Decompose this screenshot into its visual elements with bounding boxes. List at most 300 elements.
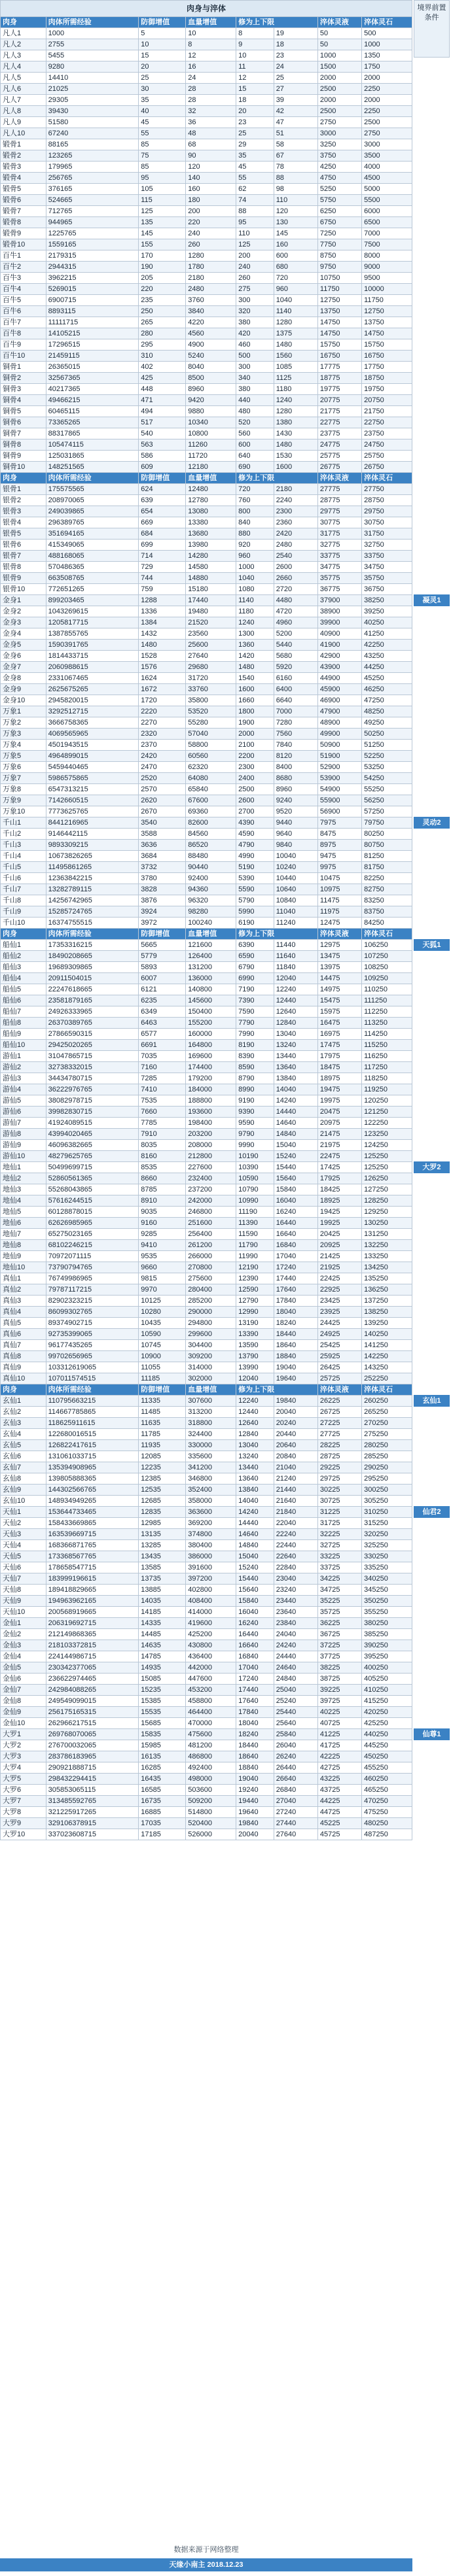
table-cell: 11240 — [274, 918, 317, 929]
table-cell: 168366871765 — [46, 1540, 139, 1551]
table-cell: 7773625765 — [46, 806, 139, 817]
column-header: 肉体所需经验 — [46, 1384, 139, 1396]
table-cell: 3732 — [139, 862, 186, 873]
table-row — [1, 1662, 412, 1674]
table-row — [1, 1151, 412, 1162]
table-cell: 锻骨4 — [1, 173, 46, 184]
table-cell: 12480 — [186, 484, 236, 495]
table-row — [1, 317, 412, 328]
table-cell: 11640 — [274, 951, 317, 962]
table-cell: 9640 — [274, 829, 317, 840]
table-cell: 19640 — [236, 1807, 274, 1818]
table-cell: 37900 — [317, 595, 361, 606]
table-cell: 98280 — [186, 906, 236, 918]
table-cell: 18240 — [236, 1729, 274, 1740]
table-cell: 10040 — [274, 851, 317, 862]
table-cell: 9750 — [317, 262, 361, 273]
table-row — [1, 439, 412, 451]
table-cell: 34434780715 — [46, 1073, 139, 1084]
table-row — [1, 1284, 412, 1296]
table-cell: 68 — [186, 139, 236, 150]
table-cell: 28 — [186, 95, 236, 106]
table-cell: 8660 — [139, 1173, 186, 1184]
table-cell: 47 — [274, 117, 317, 128]
table-cell: 52250 — [362, 751, 412, 762]
table-cell: 16285 — [139, 1762, 186, 1774]
table-cell: 82600 — [186, 817, 236, 829]
table-row — [1, 884, 412, 895]
table-cell: 16885 — [139, 1807, 186, 1818]
table-cell: 5790 — [236, 895, 274, 906]
table-cell: 609 — [139, 462, 186, 473]
table-row — [1, 606, 412, 617]
table-cell: 136250 — [362, 1284, 412, 1296]
table-cell: 25750 — [362, 451, 412, 462]
table-cell: 4000 — [362, 162, 412, 173]
table-cell: 19975 — [317, 1095, 361, 1107]
table-cell: 2370 — [139, 740, 186, 751]
table-cell: 145 — [274, 228, 317, 239]
table-cell: 9500 — [362, 273, 412, 284]
table-cell: 地仙7 — [1, 1229, 46, 1240]
table-cell: 44725 — [317, 1807, 361, 1818]
table-row — [1, 117, 412, 128]
table-cell: 107011574515 — [46, 1373, 139, 1384]
table-cell: 13885 — [139, 1585, 186, 1596]
table-cell: 12 — [236, 73, 274, 84]
table-cell: 27750 — [362, 484, 412, 495]
table-cell: 26365015 — [46, 362, 139, 373]
table-row — [1, 1440, 412, 1451]
table-cell: 2470 — [139, 762, 186, 773]
table-cell: 铜骨9 — [1, 451, 46, 462]
table-cell: 玄仙7 — [1, 1462, 46, 1473]
table-cell: 5390 — [236, 873, 274, 884]
table-cell: 110 — [274, 195, 317, 206]
table-row — [1, 395, 412, 406]
table-cell: 1140 — [236, 595, 274, 606]
table-cell: 19440 — [236, 1796, 274, 1807]
table-row — [1, 1507, 412, 1518]
table-cell: 25 — [139, 73, 186, 84]
table-cell: 114250 — [362, 1029, 412, 1040]
table-cell: 1480 — [274, 439, 317, 451]
table-cell: 11111715 — [46, 317, 139, 328]
table-cell: 银骨9 — [1, 573, 46, 584]
table-cell: 494 — [139, 406, 186, 417]
table-cell: 46250 — [362, 684, 412, 695]
table-row — [1, 28, 412, 39]
table-cell: 1380 — [274, 417, 317, 428]
table-cell: 36222976765 — [46, 1084, 139, 1095]
table-cell: 游仙5 — [1, 1095, 46, 1107]
table-cell: 148251565 — [46, 462, 139, 473]
table-cell: 744 — [139, 573, 186, 584]
table-row — [1, 284, 412, 295]
table-cell: 9970 — [139, 1284, 186, 1296]
table-cell: 242984088265 — [46, 1685, 139, 1696]
table-cell: 402800 — [186, 1585, 236, 1596]
table-cell: 205 — [139, 273, 186, 284]
table-cell: 65840 — [186, 784, 236, 795]
table-cell: 143250 — [362, 1362, 412, 1373]
table-row — [1, 795, 412, 806]
table-cell: 6577 — [139, 1029, 186, 1040]
table-cell: 480 — [236, 406, 274, 417]
table-row — [1, 262, 412, 273]
table-cell: 24 — [186, 73, 236, 84]
table-cell: 1590391765 — [46, 640, 139, 651]
table-row — [1, 595, 412, 606]
table-cell: 200 — [236, 250, 274, 262]
table-cell: 100240 — [186, 918, 236, 929]
table-cell: 6000 — [362, 206, 412, 217]
table-cell: 32225 — [317, 1529, 361, 1540]
table-cell: 1576 — [139, 662, 186, 673]
table-cell: 45725 — [317, 1829, 361, 1840]
table-cell: 13040 — [236, 1440, 274, 1451]
table-cell: 720 — [274, 273, 317, 284]
table-cell: 34750 — [362, 562, 412, 573]
table-cell: 169600 — [186, 1051, 236, 1062]
table-cell: 99702656965 — [46, 1351, 139, 1362]
table-cell: 25725 — [317, 1373, 361, 1384]
table-cell: 84560 — [186, 829, 236, 840]
table-cell: 51900 — [317, 751, 361, 762]
table-cell: 13440 — [236, 1462, 274, 1473]
table-cell: 236622974465 — [46, 1674, 139, 1685]
column-header: 修为上下限 — [236, 1384, 318, 1396]
table-cell: 7790 — [236, 1018, 274, 1029]
table-cell: 万象10 — [1, 806, 46, 817]
table-cell: 13190 — [236, 1318, 274, 1329]
table-row — [1, 217, 412, 228]
table-cell: 8475 — [317, 829, 361, 840]
table-row — [1, 1018, 412, 1029]
table-cell: 250 — [139, 306, 186, 317]
table-cell: 银骨5 — [1, 528, 46, 540]
table-cell: 8990 — [236, 1084, 274, 1095]
table-cell: 405250 — [362, 1674, 412, 1685]
table-cell: 9146442115 — [46, 829, 139, 840]
table-cell: 3292512715 — [46, 706, 139, 717]
table-cell: 363600 — [186, 1507, 236, 1518]
table-cell: 1384 — [139, 617, 186, 628]
table-cell: 14640 — [274, 1118, 317, 1129]
table-cell: 23 — [274, 50, 317, 61]
table-cell: 179200 — [186, 1073, 236, 1084]
table-cell: 62320 — [186, 762, 236, 773]
table-row — [1, 1740, 412, 1751]
table-row — [1, 61, 412, 73]
table-row — [1, 1762, 412, 1774]
table-cell: 3780 — [139, 873, 186, 884]
table-row — [1, 1362, 412, 1373]
table-cell: 锻骨10 — [1, 239, 46, 250]
table-cell: 28725 — [317, 1451, 361, 1462]
table-cell: 179965 — [46, 162, 139, 173]
table-cell: 船仙6 — [1, 995, 46, 1006]
table-cell: 14635 — [139, 1640, 186, 1651]
table-cell: 铜骨5 — [1, 406, 46, 417]
table-cell: 123265 — [46, 150, 139, 162]
table-cell: 26370389765 — [46, 1018, 139, 1029]
table-row — [1, 1707, 412, 1718]
table-row — [1, 951, 412, 962]
table-cell: 106250 — [362, 940, 412, 951]
table-cell: 1336 — [139, 606, 186, 617]
table-cell: 13585 — [139, 1562, 186, 1573]
table-cell: 34775 — [317, 562, 361, 573]
table-cell: 3840 — [186, 306, 236, 317]
table-cell: 720 — [236, 484, 274, 495]
table-cell: 9420 — [186, 395, 236, 406]
table-cell: 36775 — [317, 584, 361, 595]
table-cell: 540 — [139, 428, 186, 439]
table-cell: 24840 — [274, 1674, 317, 1685]
table-cell: 5920 — [274, 662, 317, 673]
table-cell: 1432 — [139, 628, 186, 640]
table-cell: 万象2 — [1, 717, 46, 729]
table-cell: 160 — [186, 184, 236, 195]
table-cell: 真仙5 — [1, 1318, 46, 1329]
table-cell: 5455 — [46, 50, 139, 61]
table-cell: 7785 — [139, 1118, 186, 1129]
table-cell: 262966217515 — [46, 1718, 139, 1729]
table-cell: 39225 — [317, 1685, 361, 1696]
table-cell: 2500 — [317, 84, 361, 95]
table-cell: 135 — [139, 217, 186, 228]
table-cell: 22750 — [362, 417, 412, 428]
table-cell: 41924089515 — [46, 1118, 139, 1129]
table-cell: 48 — [186, 128, 236, 139]
table-row — [1, 995, 412, 1006]
table-cell: 百牛10 — [1, 351, 46, 362]
table-cell: 地仙10 — [1, 1262, 46, 1273]
table-row — [1, 984, 412, 995]
table-cell: 32750 — [362, 540, 412, 551]
table-cell: 294800 — [186, 1318, 236, 1329]
table-cell: 299600 — [186, 1329, 236, 1340]
table-cell: 16840 — [236, 1651, 274, 1662]
table-cell: 铜骨4 — [1, 395, 46, 406]
table-cell: 7190 — [236, 984, 274, 995]
table-cell: 92735399065 — [46, 1329, 139, 1340]
table-cell: 3760 — [186, 295, 236, 306]
column-header: 血量增值 — [186, 929, 236, 940]
table-row — [1, 1240, 412, 1251]
table-cell: 440250 — [362, 1729, 412, 1740]
table-cell: 12040 — [274, 973, 317, 984]
table-cell: 35725 — [317, 1607, 361, 1618]
table-cell: 14840 — [274, 1129, 317, 1140]
table-cell: 36750 — [362, 584, 412, 595]
table-row — [1, 1307, 412, 1318]
prerequisite-tag: 玄仙1 — [414, 1395, 450, 1407]
table-cell: 24926333965 — [46, 1006, 139, 1018]
table-cell: 10340 — [186, 417, 236, 428]
table-cell: 5190 — [236, 862, 274, 873]
table-cell: 38082978715 — [46, 1095, 139, 1107]
table-row — [1, 1818, 412, 1829]
table-cell: 23440 — [274, 1596, 317, 1607]
table-cell: 2944315 — [46, 262, 139, 273]
table-cell: 256765 — [46, 173, 139, 184]
table-cell: 3666758365 — [46, 717, 139, 729]
table-cell: 凡人4 — [1, 61, 46, 73]
table-cell: 39900 — [317, 617, 361, 628]
table-cell: 98 — [274, 184, 317, 195]
table-cell: 百牛3 — [1, 273, 46, 284]
table-cell: 6691 — [139, 1040, 186, 1051]
table-cell: 26840 — [274, 1785, 317, 1796]
table-cell: 380250 — [362, 1618, 412, 1629]
table-cell: 237200 — [186, 1184, 236, 1195]
table-cell: 397200 — [186, 1573, 236, 1585]
table-cell: 14935 — [139, 1662, 186, 1674]
table-cell: 锻骨9 — [1, 228, 46, 239]
table-cell: 32725 — [317, 1540, 361, 1551]
table-cell: 8040 — [186, 362, 236, 373]
table-cell: 11390 — [236, 1218, 274, 1229]
table-cell: 6463 — [139, 1018, 186, 1029]
table-cell: 凡人1 — [1, 28, 46, 39]
table-cell: 17840 — [274, 1296, 317, 1307]
table-cell: 88317865 — [46, 428, 139, 439]
table-cell: 7500 — [362, 239, 412, 250]
table-cell: 1600 — [274, 462, 317, 473]
table-cell: 639 — [139, 495, 186, 506]
table-cell: 235 — [139, 295, 186, 306]
table-cell: 380 — [236, 384, 274, 395]
table-cell: 20775 — [317, 395, 361, 406]
table-row — [1, 1418, 412, 1429]
table-cell: 12475 — [317, 918, 361, 929]
table-cell: 2660 — [274, 573, 317, 584]
table-cell: 50900 — [317, 740, 361, 751]
table-cell: 11840 — [274, 962, 317, 973]
table-cell: 凡人2 — [1, 39, 46, 50]
table-cell: 29225 — [317, 1462, 361, 1473]
table-cell: 481200 — [186, 1740, 236, 1751]
prerequisite-tag: 天狐1 — [414, 939, 450, 951]
table-cell: 6400 — [274, 684, 317, 695]
table-cell: 11475 — [317, 895, 361, 906]
table-cell: 18925 — [317, 1195, 361, 1207]
table-cell: 624 — [139, 484, 186, 495]
table-cell: 14410 — [46, 73, 139, 84]
table-cell: 380 — [236, 317, 274, 328]
table-row — [1, 417, 412, 428]
table-cell: 凡人8 — [1, 106, 46, 117]
table-cell: 百牛2 — [1, 262, 46, 273]
table-cell: 67 — [274, 150, 317, 162]
table-cell: 386000 — [186, 1551, 236, 1562]
table-cell: 251600 — [186, 1218, 236, 1229]
table-row — [1, 506, 412, 517]
header-row — [1, 929, 412, 940]
table-title: 肉身与淬体 — [1, 1, 412, 17]
table-cell: 402 — [139, 362, 186, 373]
table-cell: 20975 — [317, 1118, 361, 1129]
table-cell: 320 — [236, 306, 274, 317]
table-cell: 26640 — [274, 1774, 317, 1785]
table-cell: 117250 — [362, 1062, 412, 1073]
table-cell: 1240 — [236, 617, 274, 628]
table-cell: 105474115 — [46, 439, 139, 451]
table-cell: 13285 — [139, 1540, 186, 1551]
table-row — [1, 95, 412, 106]
table-cell: 83250 — [362, 895, 412, 906]
table-cell: 35225 — [317, 1596, 361, 1607]
table-cell: 游仙3 — [1, 1073, 46, 1084]
table-cell: 88165 — [46, 139, 139, 150]
table-cell: 9160 — [139, 1218, 186, 1229]
table-cell: 真仙2 — [1, 1284, 46, 1296]
table-cell: 16040 — [236, 1607, 274, 1618]
table-cell: 408400 — [186, 1596, 236, 1607]
table-cell: 1360 — [236, 640, 274, 651]
table-cell: 19925 — [317, 1218, 361, 1229]
table-cell: 160000 — [186, 1029, 236, 1040]
table-cell: 460 — [236, 339, 274, 351]
table-cell: 184000 — [186, 1084, 236, 1095]
table-cell: 铜骨3 — [1, 384, 46, 395]
column-header: 淬体灵石 — [362, 473, 412, 484]
column-header: 肉体所需经验 — [46, 17, 139, 28]
table-cell: 8960 — [186, 384, 236, 395]
table-cell: 27640 — [186, 651, 236, 662]
table-cell: 12790 — [236, 1296, 274, 1307]
table-cell: 453200 — [186, 1685, 236, 1696]
table-cell: 17040 — [236, 1662, 274, 1674]
table-row — [1, 1807, 412, 1818]
table-cell: 9440 — [274, 817, 317, 829]
table-cell: 58 — [274, 139, 317, 150]
table-cell: 127250 — [362, 1184, 412, 1195]
table-cell: 122680016515 — [46, 1429, 139, 1440]
table-cell: 5750 — [317, 195, 361, 206]
table-cell: 256400 — [186, 1229, 236, 1240]
table-cell: 55 — [236, 173, 274, 184]
table-cell: 680 — [274, 262, 317, 273]
table-cell: 600 — [236, 439, 274, 451]
table-row — [1, 162, 412, 173]
table-cell: 天仙8 — [1, 1585, 46, 1596]
table-cell: 39 — [274, 95, 317, 106]
table-row — [1, 1107, 412, 1118]
table-cell: 330000 — [186, 1440, 236, 1451]
table-cell: 17440 — [186, 595, 236, 606]
table-cell: 4390 — [236, 817, 274, 829]
table-cell: 570486365 — [46, 562, 139, 573]
table-cell: 6121 — [139, 984, 186, 995]
table-row — [1, 1173, 412, 1184]
table-cell: 大罗4 — [1, 1762, 46, 1774]
table-cell: 114667785865 — [46, 1407, 139, 1418]
table-row — [1, 184, 412, 195]
table-cell: 天仙3 — [1, 1529, 46, 1540]
table-cell: 11485 — [139, 1407, 186, 1418]
table-cell: 2500 — [317, 106, 361, 117]
table-cell: 24640 — [274, 1662, 317, 1674]
table-cell: 17750 — [362, 362, 412, 373]
table-cell: 17475 — [317, 1040, 361, 1051]
table-cell: 1000 — [236, 562, 274, 573]
table-cell: 33225 — [317, 1551, 361, 1562]
column-header: 肉身 — [1, 1384, 46, 1396]
table-cell: 14105215 — [46, 328, 139, 339]
